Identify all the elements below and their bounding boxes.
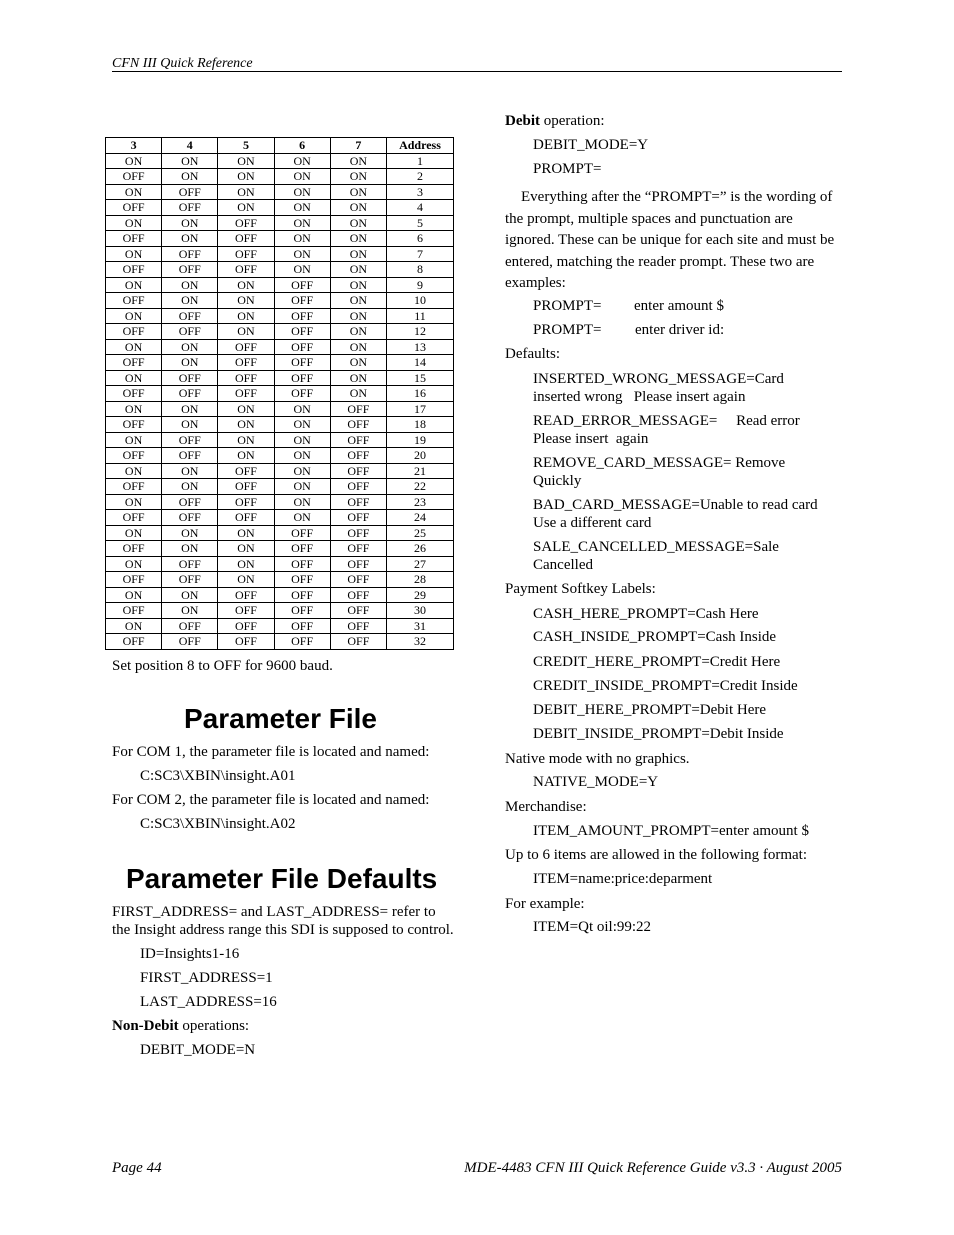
table-cell: ON [218, 417, 274, 433]
msg-remove-card [505, 454, 840, 490]
ex1-key: PROMPT= [533, 297, 602, 314]
table-cell: ON [218, 153, 274, 169]
table-cell: ON [330, 262, 386, 278]
table-row [106, 386, 454, 402]
table-cell: ON [106, 494, 162, 510]
table-cell: OFF [330, 479, 386, 495]
msg-bad-card [505, 496, 840, 532]
heading-parameter-file-defaults: Parameter File Defaults [126, 863, 438, 894]
table-cell: ON [330, 215, 386, 231]
table-row [106, 525, 454, 541]
table-row [106, 448, 454, 464]
table-header-row [106, 138, 454, 154]
table-cell: OFF [218, 339, 274, 355]
table-cell: OFF [274, 525, 330, 541]
debit-rest: operation: [540, 113, 605, 129]
table-cell: OFF [274, 277, 330, 293]
table-cell: OFF [106, 417, 162, 433]
table-cell: ON [106, 525, 162, 541]
table-cell: 11 [387, 308, 454, 324]
table-cell: ON [274, 494, 330, 510]
debit-label [505, 112, 840, 130]
table-cell: ON [274, 262, 330, 278]
table-cell: 23 [387, 494, 454, 510]
ex2-key: PROMPT= [533, 321, 602, 338]
table-cell: OFF [162, 634, 218, 650]
table-cell: ON [218, 432, 274, 448]
table-cell: OFF [274, 339, 330, 355]
table-cell: 17 [387, 401, 454, 417]
table-cell: ON [330, 277, 386, 293]
table-cell: OFF [330, 541, 386, 557]
table-cell: ON [330, 386, 386, 402]
nondebit-rest: operations: [178, 1018, 250, 1034]
prompt-line: PROMPT= [533, 161, 602, 177]
table-cell: ON [106, 339, 162, 355]
items-format: ITEM=name:price:deparment [533, 870, 713, 887]
example-item: ITEM=Qt oil:99:22 [533, 918, 652, 935]
table-cell: 20 [387, 448, 454, 464]
table-row [106, 169, 454, 185]
table-cell: 8 [387, 262, 454, 278]
table-cell: OFF [218, 386, 274, 402]
table-cell: ON [218, 572, 274, 588]
table-cell: ON [274, 200, 330, 216]
table-cell: ON [330, 370, 386, 386]
table-cell: OFF [274, 293, 330, 309]
table-cell: 21 [387, 463, 454, 479]
debit-bold: Debit [505, 113, 540, 129]
table-cell: ON [330, 324, 386, 340]
table-cell: ON [274, 510, 330, 526]
table-row [106, 510, 454, 526]
com1-path: C:SC3\XBIN\insight.A01 [140, 768, 296, 784]
table-cell: OFF [162, 370, 218, 386]
softkey-credit-here: CREDIT_HERE_PROMPT=Credit Here [533, 653, 781, 670]
table-row [106, 355, 454, 371]
table-cell: OFF [162, 324, 218, 340]
table-row [106, 634, 454, 650]
table-cell: ON [162, 231, 218, 247]
native-label: Native mode with no graphics. [505, 750, 690, 767]
table-cell: 31 [387, 618, 454, 634]
table-cell: OFF [218, 494, 274, 510]
table-row [106, 153, 454, 169]
table-cell: OFF [218, 618, 274, 634]
msg-inserted-wrong [505, 370, 840, 406]
table-cell: OFF [106, 634, 162, 650]
table-cell: 1 [387, 153, 454, 169]
prompt-example-2 [505, 321, 840, 339]
footer-page-number: Page 44 [112, 1160, 162, 1176]
table-cell: ON [162, 277, 218, 293]
table-cell: OFF [218, 587, 274, 603]
nondebit-mode: DEBIT_MODE=N [140, 1042, 256, 1058]
merch-label: Merchandise: [505, 798, 587, 815]
table-cell: ON [106, 432, 162, 448]
table-cell: OFF [330, 494, 386, 510]
table-cell: OFF [162, 246, 218, 262]
table-cell: OFF [106, 200, 162, 216]
table-row [106, 215, 454, 231]
table-cell: 13 [387, 339, 454, 355]
ex2-val: enter driver id: [635, 321, 725, 338]
defaults-intro: FIRST_ADDRESS= and LAST_ADDRESS= refer to the Insight address range this SDI is supposed to control. [112, 904, 454, 938]
table-cell: ON [274, 184, 330, 200]
msg-read-error [505, 412, 840, 448]
table-cell: ON [330, 184, 386, 200]
table-cell: 22 [387, 479, 454, 495]
table-cell: OFF [106, 262, 162, 278]
table-cell: ON [106, 618, 162, 634]
table-cell: ON [162, 463, 218, 479]
table-cell: ON [162, 339, 218, 355]
table-cell: OFF [106, 510, 162, 526]
table-cell: OFF [218, 510, 274, 526]
table-cell: 16 [387, 386, 454, 402]
table-cell: ON [218, 277, 274, 293]
table-cell: ON [330, 308, 386, 324]
table-row [106, 262, 454, 278]
table-cell: OFF [330, 510, 386, 526]
table-cell: ON [106, 463, 162, 479]
table-cell: OFF [330, 417, 386, 433]
table-cell: OFF [218, 634, 274, 650]
table-cell: ON [330, 339, 386, 355]
column-header: 6 [274, 138, 330, 154]
table-cell: 3 [387, 184, 454, 200]
column-header: 3 [106, 138, 162, 154]
dip-switch-address-table [105, 137, 454, 650]
table-cell: ON [330, 153, 386, 169]
table-cell: OFF [274, 603, 330, 619]
first-address-line: FIRST_ADDRESS=1 [140, 970, 273, 986]
com2-path: C:SC3\XBIN\insight.A02 [140, 816, 296, 832]
table-cell: OFF [274, 541, 330, 557]
param-file-section [112, 743, 457, 833]
table-cell: 24 [387, 510, 454, 526]
defaults-section [112, 903, 454, 1059]
table-row [106, 494, 454, 510]
table-row [106, 556, 454, 572]
table-cell: ON [106, 370, 162, 386]
id-line: ID=Insights1-16 [140, 946, 240, 962]
items-label: Up to 6 items are allowed in the following format: [505, 846, 808, 863]
table-cell: OFF [162, 308, 218, 324]
table-row [106, 572, 454, 588]
table-cell: OFF [162, 184, 218, 200]
table-row [106, 339, 454, 355]
table-cell: OFF [106, 169, 162, 185]
table-cell: ON [274, 479, 330, 495]
softkey-debit-inside: DEBIT_INSIDE_PROMPT=Debit Inside [533, 725, 784, 742]
table-cell: ON [162, 153, 218, 169]
softkey-debit-here: DEBIT_HERE_PROMPT=Debit Here [533, 701, 767, 718]
table-cell: ON [162, 541, 218, 557]
merch-prompt: ITEM_AMOUNT_PROMPT=enter amount $ [533, 822, 809, 839]
table-cell: ON [274, 153, 330, 169]
table-cell: OFF [218, 355, 274, 371]
ex1-val: enter amount $ [634, 297, 724, 314]
table-cell: ON [330, 246, 386, 262]
table-cell: 26 [387, 541, 454, 557]
table-cell: OFF [274, 634, 330, 650]
defaults-label: Defaults: [505, 345, 560, 362]
debit-mode: DEBIT_MODE=Y [533, 137, 649, 153]
last-address-line: LAST_ADDRESS=16 [140, 994, 277, 1010]
table-row [106, 541, 454, 557]
table-cell: OFF [218, 215, 274, 231]
table-row [106, 463, 454, 479]
table-cell: ON [162, 355, 218, 371]
table-cell: ON [274, 246, 330, 262]
table-cell: OFF [274, 587, 330, 603]
prompt-description: Everything after the “PROMPT=” is the wording of the prompt, multiple spaces and punctuation are ignored. These can be unique for each site and must be entered, matching the reader prompt. These two are examples: [505, 189, 835, 292]
table-cell: OFF [106, 324, 162, 340]
table-row [106, 603, 454, 619]
table-cell: 30 [387, 603, 454, 619]
table-cell: OFF [106, 386, 162, 402]
table-row [106, 479, 454, 495]
msg5a: SALE_CANCELLED_MESSAGE=Sale [533, 538, 779, 555]
table-row [106, 618, 454, 634]
msg1b: inserted wrong Please insert again [533, 388, 746, 405]
table-cell: ON [162, 479, 218, 495]
table-cell: OFF [106, 231, 162, 247]
table-cell: ON [106, 246, 162, 262]
table-cell: 7 [387, 246, 454, 262]
table-cell: OFF [106, 541, 162, 557]
heading-parameter-file: Parameter File [184, 703, 377, 734]
table-cell: ON [274, 448, 330, 464]
table-cell: ON [274, 432, 330, 448]
column-header: Address [387, 138, 454, 154]
table-cell: OFF [106, 479, 162, 495]
table-cell: 15 [387, 370, 454, 386]
msg2b: Please insert again [533, 430, 649, 447]
running-header: CFN III Quick Reference [112, 56, 253, 71]
column-header: 5 [218, 138, 274, 154]
table-cell: OFF [106, 448, 162, 464]
table-cell: OFF [218, 246, 274, 262]
table-row [106, 370, 454, 386]
table-cell: OFF [218, 603, 274, 619]
table-cell: ON [274, 417, 330, 433]
table-cell: OFF [274, 308, 330, 324]
table-cell: OFF [274, 572, 330, 588]
com1-text: For COM 1, the parameter file is located and named: [112, 744, 430, 760]
table-cell: ON [162, 401, 218, 417]
table-cell: ON [218, 169, 274, 185]
table-cell: ON [330, 293, 386, 309]
table-cell: OFF [330, 572, 386, 588]
column-header: 4 [162, 138, 218, 154]
table-cell: OFF [218, 262, 274, 278]
table-cell: 27 [387, 556, 454, 572]
table-cell: 29 [387, 587, 454, 603]
msg3b: Quickly [533, 472, 582, 489]
msg4a: BAD_CARD_MESSAGE=Unable to read card [533, 496, 818, 513]
table-cell: ON [218, 184, 274, 200]
table-cell: OFF [106, 293, 162, 309]
table-cell: OFF [162, 432, 218, 448]
table-row [106, 231, 454, 247]
table-cell: 4 [387, 200, 454, 216]
table-cell: ON [106, 556, 162, 572]
table-cell: ON [274, 401, 330, 417]
table-row [106, 246, 454, 262]
table-cell: OFF [218, 463, 274, 479]
table-cell: ON [218, 448, 274, 464]
table-cell: OFF [162, 200, 218, 216]
table-cell: 10 [387, 293, 454, 309]
softkey-credit-inside: CREDIT_INSIDE_PROMPT=Credit Inside [533, 677, 798, 694]
table-row [106, 587, 454, 603]
table-cell: ON [162, 169, 218, 185]
table-cell: OFF [162, 494, 218, 510]
table-cell: ON [330, 231, 386, 247]
msg1a: INSERTED_WRONG_MESSAGE=Card [533, 370, 784, 387]
column-header: 7 [330, 138, 386, 154]
table-cell: ON [330, 355, 386, 371]
table-cell: OFF [330, 448, 386, 464]
table-cell: ON [106, 401, 162, 417]
table-cell: OFF [218, 370, 274, 386]
table-cell: OFF [106, 355, 162, 371]
nondebit-label [112, 1017, 454, 1035]
table-cell: OFF [330, 587, 386, 603]
table-cell: ON [218, 293, 274, 309]
table-cell: OFF [330, 432, 386, 448]
table-cell: OFF [218, 479, 274, 495]
table-cell: ON [218, 541, 274, 557]
table-cell: 14 [387, 355, 454, 371]
table-cell: OFF [274, 618, 330, 634]
table-cell: ON [162, 417, 218, 433]
table-cell: ON [330, 169, 386, 185]
table-cell: ON [162, 525, 218, 541]
prompt-example-1 [505, 297, 840, 315]
table-cell: ON [106, 587, 162, 603]
msg2a: READ_ERROR_MESSAGE= Read error [533, 412, 800, 429]
table-cell: 28 [387, 572, 454, 588]
softkey-cash-here: CASH_HERE_PROMPT=Cash Here [533, 605, 759, 622]
table-cell: OFF [162, 448, 218, 464]
table-cell: ON [274, 463, 330, 479]
table-cell: OFF [330, 401, 386, 417]
table-row [106, 324, 454, 340]
right-column [505, 112, 840, 936]
table-cell: OFF [330, 463, 386, 479]
example-label: For example: [505, 895, 585, 912]
msg3a: REMOVE_CARD_MESSAGE= Remove [533, 454, 786, 471]
nondebit-bold: Non-Debit [112, 1018, 179, 1034]
table-cell: ON [274, 231, 330, 247]
table-cell: 9 [387, 277, 454, 293]
table-cell: 12 [387, 324, 454, 340]
table-cell: OFF [162, 386, 218, 402]
table-cell: ON [218, 324, 274, 340]
table-cell: ON [106, 215, 162, 231]
table-cell: ON [330, 200, 386, 216]
table-cell: 6 [387, 231, 454, 247]
table-cell: ON [218, 308, 274, 324]
table-cell: ON [218, 556, 274, 572]
table-body [106, 153, 454, 649]
table-cell: OFF [330, 603, 386, 619]
table-row [106, 417, 454, 433]
table-cell: OFF [162, 262, 218, 278]
table-row [106, 401, 454, 417]
table-cell: OFF [162, 572, 218, 588]
softkey-cash-inside: CASH_INSIDE_PROMPT=Cash Inside [533, 628, 777, 645]
table-cell: 5 [387, 215, 454, 231]
table-cell: OFF [162, 510, 218, 526]
table-cell: OFF [330, 618, 386, 634]
table-row [106, 277, 454, 293]
table-cell: 18 [387, 417, 454, 433]
table-cell: OFF [162, 556, 218, 572]
com2-text: For COM 2, the parameter file is located and named: [112, 792, 430, 808]
footer-document-title: MDE-4483 CFN III Quick Reference Guide v3.3 · August 2005 [464, 1160, 842, 1176]
table-cell: OFF [218, 231, 274, 247]
table-cell: 25 [387, 525, 454, 541]
table-row [106, 293, 454, 309]
table-cell: 32 [387, 634, 454, 650]
table-cell: OFF [106, 603, 162, 619]
table-cell: OFF [330, 634, 386, 650]
native-mode: NATIVE_MODE=Y [533, 773, 659, 790]
softkey-label: Payment Softkey Labels: [505, 580, 656, 597]
table-cell: ON [162, 215, 218, 231]
table-cell: OFF [274, 386, 330, 402]
header-rule [112, 71, 842, 72]
table-cell: ON [106, 153, 162, 169]
msg4b: Use a different card [533, 514, 652, 531]
table-cell: ON [106, 184, 162, 200]
table-row [106, 200, 454, 216]
table-cell: ON [218, 525, 274, 541]
baud-note: Set position 8 to OFF for 9600 baud. [112, 658, 333, 674]
table-cell: ON [162, 603, 218, 619]
table-cell: OFF [274, 355, 330, 371]
table-cell: OFF [274, 324, 330, 340]
msg5b: Cancelled [533, 556, 593, 573]
table-cell: OFF [330, 556, 386, 572]
table-cell: ON [162, 293, 218, 309]
table-cell: OFF [106, 572, 162, 588]
table-cell: 2 [387, 169, 454, 185]
table-cell: ON [274, 169, 330, 185]
msg-sale-cancelled [505, 538, 840, 574]
table-cell: OFF [162, 618, 218, 634]
table-cell: OFF [274, 556, 330, 572]
table-row [106, 308, 454, 324]
table-cell: ON [274, 215, 330, 231]
table-cell: ON [218, 401, 274, 417]
table-cell: OFF [330, 525, 386, 541]
table-cell: OFF [274, 370, 330, 386]
table-row [106, 432, 454, 448]
table-cell: ON [106, 308, 162, 324]
table-cell: ON [106, 277, 162, 293]
table-cell: ON [162, 587, 218, 603]
table-cell: ON [218, 200, 274, 216]
table-cell: 19 [387, 432, 454, 448]
table-row [106, 184, 454, 200]
